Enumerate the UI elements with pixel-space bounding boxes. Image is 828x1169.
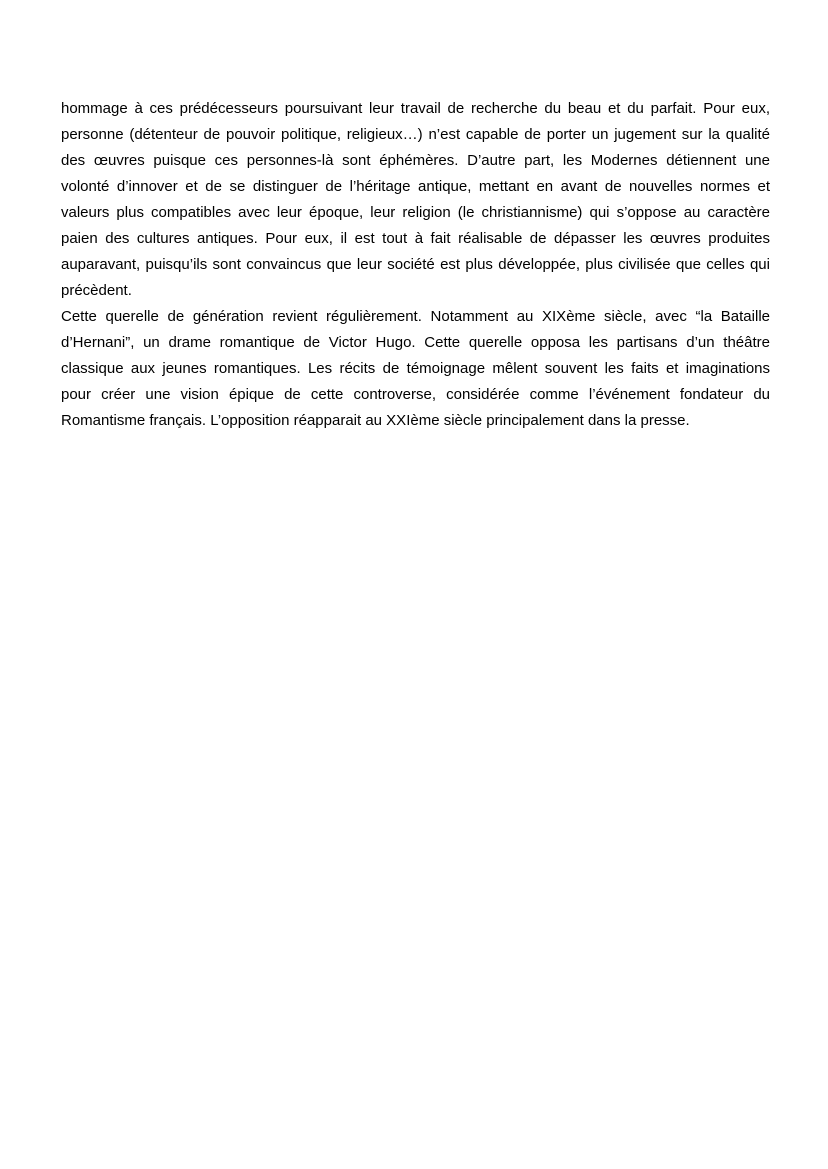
text-line: d’Hernani”, un drame romantique de Victor Hugo. Cette querelle opposa les partisans d’un théâtre — [61, 334, 770, 351]
text-line: paien des cultures antiques. Pour eux, il est tout à fait réalisable de dépasser les œuvres produites — [61, 230, 770, 247]
text-line: classique aux jeunes romantiques. Les récits de témoignage mêlent souvent les faits et imaginations — [61, 360, 770, 377]
text-line: Cette querelle de génération revient régulièrement. Notamment au XIXème siècle, avec “la Bataille — [61, 308, 770, 325]
text-line: des œuvres puisque ces personnes-là sont éphémères. D’autre part, les Modernes détiennent une — [61, 152, 770, 169]
body-text — [61, 96, 770, 434]
text-line: pour créer une vision épique de cette controverse, considérée comme l’événement fondateur du — [61, 386, 770, 403]
text-line: Romantisme français. L’opposition réapparait au XXIème siècle principalement dans la presse. — [61, 412, 690, 429]
text-line: auparavant, puisqu’ils sont convaincus que leur société est plus développée, plus civilisée que celles qui — [61, 256, 770, 273]
text-line: hommage à ces prédécesseurs poursuivant leur travail de recherche du beau et du parfait. Pour eux, — [61, 100, 770, 117]
text-line: précèdent. — [61, 282, 132, 299]
text-line: volonté d’innover et de se distinguer de l’héritage antique, mettant en avant de nouvelles normes et — [61, 178, 770, 195]
text-line: personne (détenteur de pouvoir politique, religieux…) n’est capable de porter un jugement sur la qualité — [61, 126, 770, 143]
text-line: valeurs plus compatibles avec leur époque, leur religion (le christiannisme) qui s’oppose au caractère — [61, 204, 770, 221]
